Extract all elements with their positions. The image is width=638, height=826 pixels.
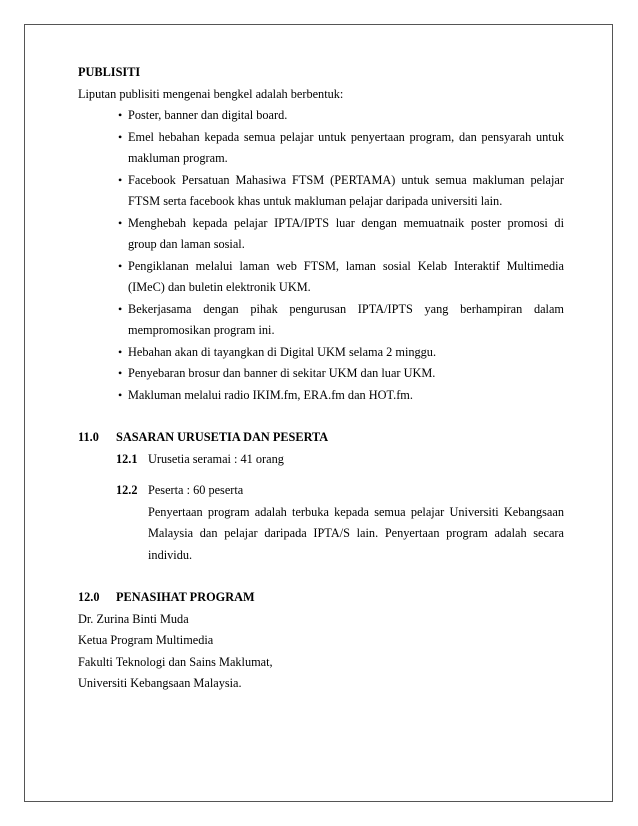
publisiti-list xyxy=(78,105,564,406)
list-item: • Emel hebahan kepada semua pelajar untuk penyertaan program, dan pensyarah untuk makluman program. xyxy=(78,127,564,170)
publisiti-heading: PUBLISITI xyxy=(78,65,141,79)
list-item: • Menghebah kepada pelajar IPTA/IPTS luar dengan memuatnaik poster promosi di group dan laman sosial. xyxy=(78,213,564,256)
sub-item-12-1 xyxy=(78,449,564,471)
list-item: • Penyebaran brosur dan banner di sekitar UKM dan luar UKM. xyxy=(78,363,564,385)
advisor-position: Ketua Program Multimedia xyxy=(78,633,214,647)
section-11-heading xyxy=(78,427,564,449)
section-title: PENASIHAT PROGRAM xyxy=(116,590,255,604)
advisor-faculty: Fakulti Teknologi dan Sains Maklumat, xyxy=(78,654,273,669)
sub-item-number: 12.2 xyxy=(116,483,138,497)
section-12-heading xyxy=(78,587,564,609)
sub-item-text: Urusetia seramai : 41 orang xyxy=(148,451,284,466)
advisor-university: Universiti Kebangsaan Malaysia. xyxy=(78,676,242,690)
list-item: • Bekerjasama dengan pihak pengurusan IPTA/IPTS yang berhampiran dalam mempromosikan program ini. xyxy=(78,299,564,342)
section-number: 12.0 xyxy=(78,590,100,604)
sub-item-number: 12.1 xyxy=(116,451,138,466)
list-item: • Hebahan akan di tayangkan di Digital UKM selama 2 minggu. xyxy=(78,342,564,364)
advisor-name: Dr. Zurina Binti Muda xyxy=(78,611,189,626)
list-item: • Makluman melalui radio IKIM.fm, ERA.fm dan HOT.fm. xyxy=(78,385,564,407)
list-item: • Poster, banner dan digital board. xyxy=(78,105,564,127)
publisiti-intro: Liputan publisiti mengenai bengkel adalah berbentuk: xyxy=(78,86,344,101)
list-item: • Pengiklanan melalui laman web FTSM, laman sosial Kelab Interaktif Multimedia (IMeC) dan buletin elektronik UKM. xyxy=(78,256,564,299)
sub-item-12-2 xyxy=(78,480,564,502)
section-title: SASARAN URUSETIA DAN PESERTA xyxy=(116,430,329,444)
sub-item-text: Peserta : 60 peserta xyxy=(148,483,244,497)
document-content xyxy=(78,62,564,695)
participation-paragraph: Penyertaan program adalah terbuka kepada semua pelajar Universiti Kebangsaan Malaysia dan pelajar daripada IPTA/S lain. Penyertaan program adalah secara individu. xyxy=(148,504,564,562)
section-number: 11.0 xyxy=(78,430,99,444)
list-item: • Facebook Persatuan Mahasiwa FTSM (PERTAMA) untuk semua makluman pelajar FTSM serta facebook khas untuk makluman pelajar daripada universiti lain. xyxy=(78,170,564,213)
